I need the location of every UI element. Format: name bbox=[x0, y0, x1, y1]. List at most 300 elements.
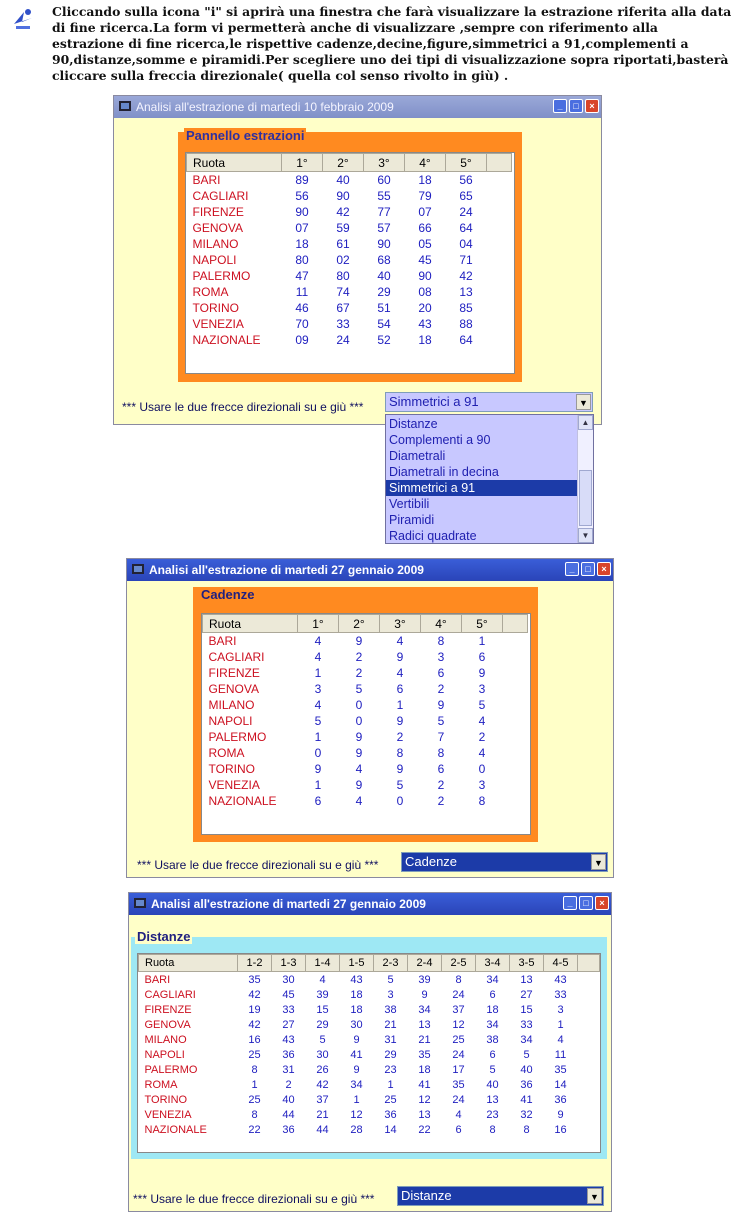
value-cell: 4 bbox=[396, 666, 404, 680]
table-row[interactable] bbox=[203, 761, 528, 777]
value-cell: 1 bbox=[353, 1093, 360, 1106]
window-titlebar[interactable] bbox=[129, 893, 611, 915]
value-cell: 6 bbox=[455, 1123, 462, 1136]
window-title: Analisi all'estrazione di martedi 27 gennaio 2009 bbox=[149, 563, 424, 577]
value-cell: 24 bbox=[452, 1048, 465, 1061]
value-cell: 09 bbox=[295, 333, 309, 347]
value-cell: 31 bbox=[384, 1033, 397, 1046]
value-cell: 8 bbox=[437, 746, 445, 760]
filler-cell bbox=[578, 1107, 600, 1122]
value-cell: 3 bbox=[387, 988, 394, 1001]
value-cell: 1 bbox=[314, 666, 322, 680]
ruota-cell: CAGLIARI bbox=[192, 189, 249, 203]
value-cell: 79 bbox=[418, 189, 432, 203]
filler-cell bbox=[503, 633, 528, 650]
value-cell: 8 bbox=[455, 973, 462, 986]
value-cell: 0 bbox=[355, 714, 363, 728]
table-row[interactable] bbox=[187, 300, 512, 316]
column-header[interactable]: 2-4 bbox=[408, 955, 442, 972]
table-row[interactable] bbox=[203, 729, 528, 745]
value-cell: 6 bbox=[478, 650, 486, 664]
header-row bbox=[187, 154, 512, 172]
table-row[interactable] bbox=[187, 204, 512, 220]
value-cell: 30 bbox=[282, 973, 295, 986]
value-cell: 45 bbox=[418, 253, 432, 267]
value-cell: 33 bbox=[520, 1018, 533, 1031]
table-row[interactable] bbox=[139, 1107, 600, 1122]
ruota-cell: GENOVA bbox=[192, 221, 243, 235]
value-cell: 13 bbox=[459, 285, 473, 299]
value-cell: 88 bbox=[459, 317, 473, 331]
value-cell: 66 bbox=[418, 221, 432, 235]
value-cell: 05 bbox=[418, 237, 432, 251]
value-cell: 32 bbox=[520, 1108, 533, 1121]
value-cell: 15 bbox=[316, 1003, 329, 1016]
dropdown-option[interactable]: Piramidi bbox=[389, 513, 435, 527]
column-header[interactable]: 2° bbox=[339, 615, 380, 633]
value-cell: 24 bbox=[336, 333, 350, 347]
value-cell: 77 bbox=[377, 205, 391, 219]
ruota-cell: PALERMO bbox=[144, 1063, 198, 1076]
value-cell: 44 bbox=[316, 1123, 329, 1136]
value-cell: 43 bbox=[554, 973, 567, 986]
value-cell: 18 bbox=[350, 1003, 363, 1016]
table-row[interactable] bbox=[139, 1047, 600, 1062]
value-cell: 13 bbox=[418, 1018, 431, 1031]
close-button[interactable]: × bbox=[595, 896, 609, 910]
value-cell: 14 bbox=[554, 1078, 567, 1091]
dropdown-option[interactable]: Simmetrici a 91 bbox=[386, 480, 577, 496]
value-cell: 31 bbox=[282, 1063, 295, 1076]
value-cell: 30 bbox=[350, 1018, 363, 1031]
minimize-button[interactable]: _ bbox=[553, 99, 567, 113]
value-cell: 90 bbox=[295, 205, 309, 219]
value-cell: 25 bbox=[452, 1033, 465, 1046]
value-cell: 7 bbox=[437, 730, 445, 744]
ruota-cell: CAGLIARI bbox=[208, 650, 265, 664]
info-cursor-icon bbox=[10, 6, 36, 32]
value-cell: 11 bbox=[554, 1048, 567, 1061]
value-cell: 25 bbox=[248, 1048, 261, 1061]
dropdown-option[interactable]: Radici quadrate bbox=[389, 529, 477, 543]
ruota-cell: PALERMO bbox=[208, 730, 267, 744]
column-header[interactable]: 1° bbox=[298, 615, 339, 633]
value-cell: 51 bbox=[377, 301, 391, 315]
ruota-cell: FIRENZE bbox=[144, 1003, 192, 1016]
table-row[interactable] bbox=[139, 987, 600, 1002]
column-header[interactable]: 4° bbox=[421, 615, 462, 633]
value-cell: 42 bbox=[248, 1018, 261, 1031]
panel-title: Pannello estrazioni bbox=[186, 128, 305, 143]
table-row[interactable] bbox=[203, 697, 528, 713]
results-table bbox=[202, 614, 528, 809]
value-cell: 4 bbox=[319, 973, 326, 986]
column-header[interactable]: 2-3 bbox=[374, 955, 408, 972]
table-row[interactable] bbox=[187, 332, 512, 348]
value-cell: 36 bbox=[520, 1078, 533, 1091]
column-header-ruota[interactable]: Ruota bbox=[187, 154, 282, 172]
window-titlebar[interactable] bbox=[127, 559, 613, 581]
value-cell: 40 bbox=[336, 173, 350, 187]
value-cell: 37 bbox=[316, 1093, 329, 1106]
filler-cell bbox=[578, 1032, 600, 1047]
value-cell: 6 bbox=[314, 794, 322, 808]
dropdown-option[interactable]: Vertibili bbox=[389, 497, 430, 511]
value-cell: 9 bbox=[396, 762, 404, 776]
value-cell: 38 bbox=[384, 1003, 397, 1016]
value-cell: 90 bbox=[377, 237, 391, 251]
value-cell: 56 bbox=[459, 173, 473, 187]
value-cell: 4 bbox=[355, 794, 363, 808]
value-cell: 8 bbox=[251, 1063, 258, 1076]
value-cell: 1 bbox=[396, 698, 404, 712]
column-header[interactable]: 1-5 bbox=[340, 955, 374, 972]
table-row[interactable] bbox=[187, 172, 512, 189]
value-cell: 24 bbox=[459, 205, 473, 219]
value-cell: 35 bbox=[418, 1048, 431, 1061]
ruota-cell: VENEZIA bbox=[208, 778, 260, 792]
view-type-select[interactable] bbox=[385, 392, 593, 412]
value-cell: 9 bbox=[355, 746, 363, 760]
results-grid[interactable] bbox=[185, 152, 515, 374]
value-cell: 2 bbox=[285, 1078, 292, 1091]
value-cell: 35 bbox=[452, 1078, 465, 1091]
value-cell: 56 bbox=[295, 189, 309, 203]
value-cell: 27 bbox=[520, 988, 533, 1001]
value-cell: 23 bbox=[486, 1108, 499, 1121]
table-row[interactable] bbox=[187, 268, 512, 284]
value-cell: 34 bbox=[418, 1003, 431, 1016]
table-row[interactable] bbox=[187, 316, 512, 332]
value-cell: 55 bbox=[377, 189, 391, 203]
filler-cell bbox=[578, 987, 600, 1002]
value-cell: 24 bbox=[452, 988, 465, 1001]
column-header[interactable]: 1-2 bbox=[238, 955, 272, 972]
value-cell: 40 bbox=[377, 269, 391, 283]
value-cell: 21 bbox=[384, 1018, 397, 1031]
table-row[interactable] bbox=[139, 1092, 600, 1107]
value-cell: 13 bbox=[486, 1093, 499, 1106]
table-row[interactable] bbox=[139, 1032, 600, 1047]
column-header[interactable]: 3-4 bbox=[476, 955, 510, 972]
value-cell: 85 bbox=[459, 301, 473, 315]
value-cell: 42 bbox=[248, 988, 261, 1001]
value-cell: 8 bbox=[437, 634, 445, 648]
column-header-filler bbox=[578, 955, 600, 972]
table-row[interactable] bbox=[187, 284, 512, 300]
value-cell: 9 bbox=[396, 650, 404, 664]
value-cell: 9 bbox=[557, 1108, 564, 1121]
value-cell: 37 bbox=[452, 1003, 465, 1016]
column-header-ruota[interactable]: Ruota bbox=[203, 615, 298, 633]
minimize-button[interactable]: _ bbox=[563, 896, 577, 910]
panel-title: Distanze bbox=[137, 929, 191, 944]
view-type-select[interactable] bbox=[397, 1186, 604, 1206]
filler-cell bbox=[578, 972, 600, 988]
analysis-window-distanze bbox=[128, 892, 612, 1212]
value-cell: 16 bbox=[248, 1033, 261, 1046]
scroll-up-icon[interactable]: ▲ bbox=[578, 415, 593, 430]
chevron-down-icon[interactable]: ▼ bbox=[591, 854, 606, 870]
value-cell: 18 bbox=[418, 173, 432, 187]
value-cell: 41 bbox=[418, 1078, 431, 1091]
scroll-thumb[interactable] bbox=[579, 470, 592, 526]
value-cell: 0 bbox=[478, 762, 486, 776]
value-cell: 3 bbox=[557, 1003, 564, 1016]
filler-cell bbox=[503, 697, 528, 713]
ruota-cell: NAPOLI bbox=[144, 1048, 185, 1061]
value-cell: 9 bbox=[478, 666, 486, 680]
value-cell: 14 bbox=[384, 1123, 397, 1136]
scroll-down-icon[interactable]: ▼ bbox=[578, 528, 593, 543]
window-titlebar[interactable] bbox=[114, 96, 601, 118]
table-row[interactable] bbox=[203, 713, 528, 729]
column-header[interactable]: 2° bbox=[323, 154, 364, 172]
ruota-cell: ROMA bbox=[208, 746, 245, 760]
window-title: Analisi all'estrazione di martedi 27 gennaio 2009 bbox=[151, 897, 426, 911]
value-cell: 42 bbox=[316, 1078, 329, 1091]
column-header[interactable]: 2-5 bbox=[442, 955, 476, 972]
value-cell: 19 bbox=[248, 1003, 261, 1016]
maximize-button[interactable]: □ bbox=[581, 562, 595, 576]
filler-cell bbox=[487, 300, 512, 316]
dropdown-option[interactable]: Diametrali in decina bbox=[389, 465, 499, 479]
value-cell: 5 bbox=[489, 1063, 496, 1076]
table-row[interactable] bbox=[203, 793, 528, 809]
value-cell: 3 bbox=[314, 682, 322, 696]
value-cell: 4 bbox=[314, 650, 322, 664]
dropdown-scrollbar[interactable] bbox=[577, 415, 593, 543]
value-cell: 80 bbox=[295, 253, 309, 267]
filler-cell bbox=[487, 172, 512, 189]
view-type-value: Simmetrici a 91 bbox=[389, 394, 479, 409]
table-row[interactable] bbox=[139, 1062, 600, 1077]
value-cell: 1 bbox=[478, 634, 486, 648]
column-header[interactable]: 3° bbox=[380, 615, 421, 633]
filler-cell bbox=[578, 1062, 600, 1077]
value-cell: 6 bbox=[437, 762, 445, 776]
ruota-cell: CAGLIARI bbox=[144, 988, 196, 1001]
value-cell: 07 bbox=[418, 205, 432, 219]
hint-text: *** Usare le due frecce direzionali su e giù *** bbox=[133, 1192, 375, 1206]
table-row[interactable] bbox=[203, 777, 528, 793]
value-cell: 02 bbox=[336, 253, 350, 267]
filler-cell bbox=[503, 761, 528, 777]
column-header[interactable]: 3-5 bbox=[510, 955, 544, 972]
chevron-down-icon[interactable]: ▼ bbox=[587, 1188, 602, 1204]
filler-cell bbox=[503, 729, 528, 745]
value-cell: 33 bbox=[282, 1003, 295, 1016]
value-cell: 9 bbox=[314, 762, 322, 776]
column-header[interactable]: 3° bbox=[364, 154, 405, 172]
value-cell: 39 bbox=[316, 988, 329, 1001]
value-cell: 4 bbox=[314, 634, 322, 648]
value-cell: 0 bbox=[314, 746, 322, 760]
value-cell: 65 bbox=[459, 189, 473, 203]
filler-cell bbox=[503, 745, 528, 761]
maximize-button[interactable]: □ bbox=[569, 99, 583, 113]
value-cell: 68 bbox=[377, 253, 391, 267]
value-cell: 33 bbox=[554, 988, 567, 1001]
filler-cell bbox=[487, 236, 512, 252]
value-cell: 15 bbox=[520, 1003, 533, 1016]
results-table bbox=[186, 153, 512, 348]
column-header[interactable]: 1-4 bbox=[306, 955, 340, 972]
value-cell: 3 bbox=[478, 682, 486, 696]
hint-text: *** Usare le due frecce direzionali su e giù *** bbox=[122, 400, 364, 414]
value-cell: 57 bbox=[377, 221, 391, 235]
column-header[interactable]: 1-3 bbox=[272, 955, 306, 972]
value-cell: 8 bbox=[251, 1108, 258, 1121]
value-cell: 6 bbox=[489, 1048, 496, 1061]
app-icon bbox=[118, 99, 132, 113]
maximize-button[interactable]: □ bbox=[579, 896, 593, 910]
filler-cell bbox=[503, 665, 528, 681]
value-cell: 1 bbox=[387, 1078, 394, 1091]
value-cell: 20 bbox=[418, 301, 432, 315]
app-icon bbox=[131, 562, 145, 576]
filler-cell bbox=[487, 188, 512, 204]
ruota-cell: BARI bbox=[192, 173, 221, 187]
value-cell: 11 bbox=[295, 285, 309, 299]
filler-cell bbox=[578, 1047, 600, 1062]
column-header[interactable]: 5° bbox=[462, 615, 503, 633]
value-cell: 0 bbox=[355, 698, 363, 712]
value-cell: 9 bbox=[355, 778, 363, 792]
column-header[interactable]: 4-5 bbox=[544, 955, 578, 972]
filler-cell bbox=[578, 1017, 600, 1032]
column-header[interactable]: 5° bbox=[446, 154, 487, 172]
table-row[interactable] bbox=[187, 236, 512, 252]
value-cell: 90 bbox=[418, 269, 432, 283]
value-cell: 4 bbox=[396, 634, 404, 648]
table-row[interactable] bbox=[203, 649, 528, 665]
close-button[interactable]: × bbox=[585, 99, 599, 113]
filler-cell bbox=[503, 793, 528, 809]
value-cell: 52 bbox=[377, 333, 391, 347]
value-cell: 36 bbox=[554, 1093, 567, 1106]
value-cell: 9 bbox=[355, 730, 363, 744]
table-row[interactable] bbox=[187, 188, 512, 204]
value-cell: 18 bbox=[295, 237, 309, 251]
table-row[interactable] bbox=[203, 745, 528, 761]
value-cell: 1 bbox=[314, 778, 322, 792]
ruota-cell: NAZIONALE bbox=[144, 1123, 207, 1136]
value-cell: 29 bbox=[384, 1048, 397, 1061]
table-row[interactable] bbox=[139, 1122, 600, 1137]
ruota-cell: MILANO bbox=[144, 1033, 187, 1046]
value-cell: 43 bbox=[418, 317, 432, 331]
window-title: Analisi all'estrazione di martedi 10 febbraio 2009 bbox=[136, 100, 394, 114]
value-cell: 8 bbox=[396, 746, 404, 760]
table-row[interactable] bbox=[203, 681, 528, 697]
app-icon bbox=[133, 896, 147, 910]
table-row[interactable] bbox=[203, 633, 528, 650]
filler-cell bbox=[487, 268, 512, 284]
value-cell: 4 bbox=[455, 1108, 462, 1121]
table-row[interactable] bbox=[203, 665, 528, 681]
ruota-cell: MILANO bbox=[192, 237, 239, 251]
panel-cadenze bbox=[193, 587, 538, 842]
value-cell: 12 bbox=[452, 1018, 465, 1031]
chevron-down-icon[interactable]: ▼ bbox=[576, 394, 591, 410]
value-cell: 36 bbox=[282, 1123, 295, 1136]
value-cell: 5 bbox=[387, 973, 394, 986]
dropdown-option[interactable]: Diametrali bbox=[389, 449, 446, 463]
table-row[interactable] bbox=[139, 1002, 600, 1017]
value-cell: 21 bbox=[316, 1108, 329, 1121]
table-row[interactable] bbox=[139, 972, 600, 988]
table-row[interactable] bbox=[187, 220, 512, 236]
value-cell: 9 bbox=[437, 698, 445, 712]
analysis-window-cadenze bbox=[126, 558, 614, 878]
header-row bbox=[139, 955, 600, 972]
filler-cell bbox=[503, 681, 528, 697]
close-button[interactable]: × bbox=[597, 562, 611, 576]
column-header-filler bbox=[503, 615, 528, 633]
table-row[interactable] bbox=[139, 1017, 600, 1032]
value-cell: 9 bbox=[421, 988, 428, 1001]
value-cell: 04 bbox=[459, 237, 473, 251]
value-cell: 71 bbox=[459, 253, 473, 267]
value-cell: 28 bbox=[350, 1123, 363, 1136]
view-type-dropdown-list[interactable] bbox=[385, 414, 594, 544]
value-cell: 2 bbox=[437, 794, 445, 808]
column-header-ruota[interactable]: Ruota bbox=[139, 955, 238, 972]
value-cell: 12 bbox=[418, 1093, 431, 1106]
panel-estrazioni bbox=[178, 128, 522, 382]
filler-cell bbox=[487, 220, 512, 236]
column-header[interactable]: 1° bbox=[282, 154, 323, 172]
value-cell: 24 bbox=[452, 1093, 465, 1106]
results-grid[interactable] bbox=[201, 613, 531, 835]
panel-title: Cadenze bbox=[201, 587, 255, 602]
filler-cell bbox=[503, 777, 528, 793]
value-cell: 36 bbox=[282, 1048, 295, 1061]
value-cell: 2 bbox=[437, 682, 445, 696]
value-cell: 6 bbox=[437, 666, 445, 680]
value-cell: 16 bbox=[554, 1123, 567, 1136]
column-header[interactable]: 4° bbox=[405, 154, 446, 172]
value-cell: 5 bbox=[396, 778, 404, 792]
value-cell: 90 bbox=[336, 189, 350, 203]
value-cell: 3 bbox=[437, 650, 445, 664]
minimize-button[interactable]: _ bbox=[565, 562, 579, 576]
value-cell: 18 bbox=[350, 988, 363, 1001]
value-cell: 25 bbox=[248, 1093, 261, 1106]
panel-distanze bbox=[131, 929, 607, 1159]
table-row[interactable] bbox=[139, 1077, 600, 1092]
value-cell: 74 bbox=[336, 285, 350, 299]
results-grid[interactable] bbox=[137, 953, 601, 1153]
table-row[interactable] bbox=[187, 252, 512, 268]
view-type-select[interactable] bbox=[401, 852, 608, 872]
value-cell: 22 bbox=[248, 1123, 261, 1136]
ruota-cell: BARI bbox=[144, 973, 171, 986]
value-cell: 6 bbox=[489, 988, 496, 1001]
filler-cell bbox=[578, 1122, 600, 1137]
value-cell: 42 bbox=[459, 269, 473, 283]
view-type-value: Cadenze bbox=[405, 854, 458, 869]
value-cell: 46 bbox=[295, 301, 309, 315]
value-cell: 34 bbox=[486, 1018, 499, 1031]
value-cell: 42 bbox=[336, 205, 350, 219]
dropdown-option[interactable]: Distanze bbox=[389, 417, 438, 431]
value-cell: 22 bbox=[418, 1123, 431, 1136]
dropdown-option[interactable]: Complementi a 90 bbox=[389, 433, 491, 447]
value-cell: 4 bbox=[355, 762, 363, 776]
value-cell: 26 bbox=[316, 1063, 329, 1076]
